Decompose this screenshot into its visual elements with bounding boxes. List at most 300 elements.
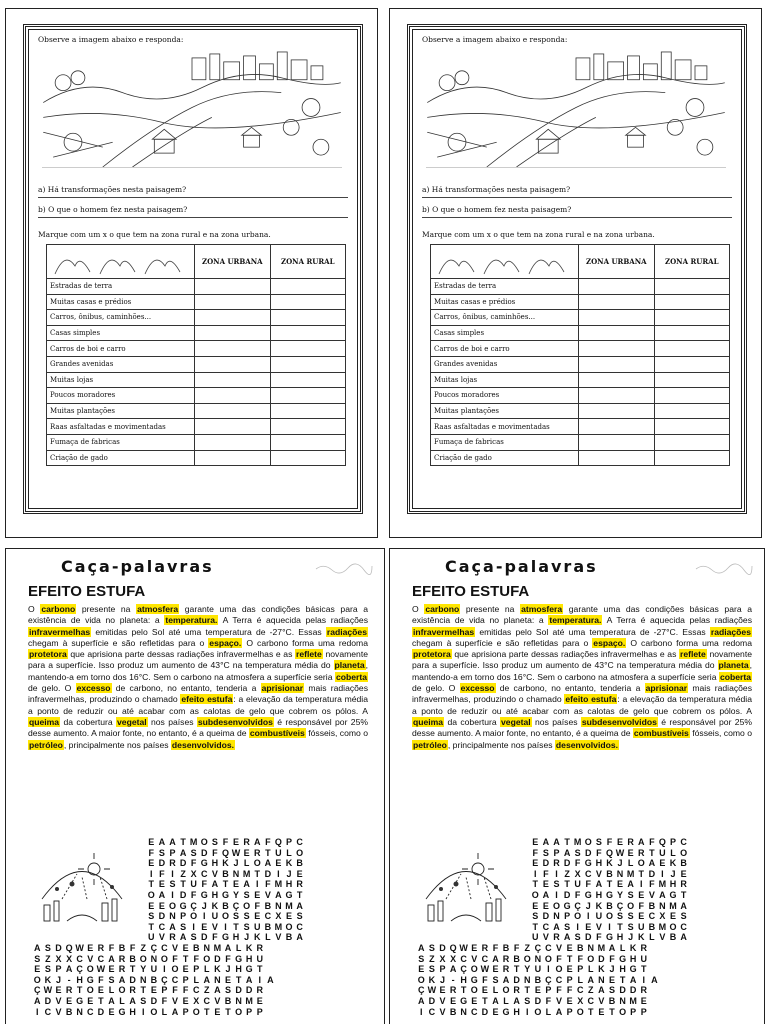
grid-letter[interactable]: L	[235, 943, 242, 953]
rural-checkbox-cell[interactable]	[654, 434, 729, 450]
grid-letter[interactable]: F	[609, 953, 615, 964]
grid-letter[interactable]: C	[296, 837, 303, 847]
grid-letter[interactable]: F	[545, 995, 552, 1006]
grid-letter[interactable]: V	[598, 995, 605, 1006]
grid-letter[interactable]: O	[139, 953, 147, 964]
grid-letter[interactable]: T	[460, 985, 467, 996]
grid-letter[interactable]: D	[201, 932, 208, 943]
grid-letter[interactable]: C	[587, 995, 595, 1006]
grid-letter[interactable]: E	[670, 911, 677, 922]
grid-letter[interactable]: A	[34, 943, 41, 953]
grid-letter[interactable]: E	[532, 837, 539, 847]
grid-letter[interactable]: L	[577, 974, 583, 985]
grid-letter[interactable]: J	[201, 900, 207, 911]
grid-letter[interactable]: T	[566, 953, 573, 964]
grid-letter[interactable]: A	[542, 837, 550, 847]
grid-letter[interactable]: U	[595, 911, 603, 922]
grid-letter[interactable]: F	[212, 932, 218, 943]
grid-letter[interactable]: H	[245, 953, 253, 964]
grid-letter[interactable]: E	[640, 995, 647, 1006]
grid-letter[interactable]: A	[680, 932, 687, 943]
grid-letter[interactable]: D	[629, 985, 637, 996]
grid-letter[interactable]: T	[532, 879, 539, 890]
grid-letter[interactable]: G	[584, 889, 592, 900]
grid-letter[interactable]: L	[670, 847, 676, 858]
grid-letter[interactable]: T	[98, 995, 104, 1006]
grid-letter[interactable]: R	[502, 953, 510, 964]
grid-letter[interactable]: C	[576, 985, 584, 996]
grid-letter[interactable]: O	[190, 911, 198, 922]
grid-letter[interactable]: A	[158, 837, 166, 847]
grid-letter[interactable]: E	[256, 995, 263, 1006]
grid-letter[interactable]: T	[180, 879, 186, 890]
grid-letter[interactable]: I	[576, 921, 579, 932]
grid-letter[interactable]: A	[224, 943, 232, 953]
grid-letter[interactable]: T	[619, 974, 626, 985]
grid-letter[interactable]: F	[606, 837, 613, 847]
grid-letter[interactable]: B	[224, 995, 232, 1006]
grid-letter[interactable]: E	[532, 858, 539, 869]
grid-letter[interactable]: I	[534, 868, 537, 879]
grid-letter[interactable]: O	[168, 900, 176, 911]
grid-letter[interactable]: D	[542, 911, 550, 922]
grid-letter[interactable]: B	[669, 932, 677, 943]
grid-letter[interactable]: C	[428, 1006, 436, 1017]
grid-letter[interactable]: T	[180, 837, 186, 847]
grid-letter[interactable]: E	[296, 868, 303, 879]
grid-letter[interactable]: N	[139, 974, 147, 985]
grid-letter[interactable]: S	[44, 943, 51, 953]
grid-letter[interactable]: D	[129, 974, 136, 985]
grid-letter[interactable]: F	[222, 837, 229, 847]
grid-letter[interactable]: Z	[45, 953, 51, 964]
grid-letter[interactable]: K	[285, 858, 293, 869]
urbana-checkbox-cell[interactable]	[578, 341, 654, 357]
grid-letter[interactable]: I	[192, 921, 195, 932]
grid-letter[interactable]: E	[97, 985, 104, 996]
grid-letter[interactable]: A	[179, 847, 187, 858]
grid-letter[interactable]: E	[87, 995, 94, 1006]
grid-letter[interactable]: E	[254, 889, 261, 900]
grid-letter[interactable]: A	[296, 900, 303, 911]
grid-letter[interactable]: O	[555, 964, 563, 975]
grid-letter[interactable]: S	[296, 911, 303, 922]
grid-letter[interactable]: Z	[524, 943, 530, 953]
grid-letter[interactable]: E	[638, 889, 645, 900]
grid-letter[interactable]: G	[221, 932, 229, 943]
grid-letter[interactable]: F	[201, 879, 208, 890]
grid-letter[interactable]: C	[161, 943, 168, 953]
grid-letter[interactable]: T	[649, 847, 655, 858]
grid-letter[interactable]: Q	[605, 847, 613, 858]
grid-letter[interactable]: F	[182, 985, 189, 996]
grid-letter[interactable]: F	[108, 943, 115, 953]
grid-letter[interactable]: S	[553, 879, 560, 890]
grid-letter[interactable]: Z	[588, 985, 594, 996]
grid-letter[interactable]: R	[502, 964, 510, 975]
grid-letter[interactable]: S	[148, 911, 155, 922]
grid-letter[interactable]: N	[150, 953, 158, 964]
grid-letter[interactable]: V	[471, 953, 478, 964]
grid-letter[interactable]: E	[598, 1006, 605, 1017]
grid-letter[interactable]: T	[524, 985, 530, 996]
grid-letter[interactable]: B	[680, 858, 687, 869]
grid-letter[interactable]: A	[502, 974, 510, 985]
grid-letter[interactable]: N	[553, 911, 560, 922]
grid-letter[interactable]: L	[161, 1006, 168, 1017]
grid-letter[interactable]: P	[670, 837, 677, 847]
grid-letter[interactable]: Y	[140, 964, 147, 975]
grid-letter[interactable]: T	[641, 964, 647, 975]
grid-letter[interactable]: F	[492, 943, 499, 953]
grid-letter[interactable]: U	[253, 921, 261, 932]
grid-letter[interactable]: M	[213, 943, 222, 953]
grid-letter[interactable]: S	[524, 995, 531, 1006]
grid-letter[interactable]: A	[542, 889, 550, 900]
grid-letter[interactable]: I	[525, 1006, 529, 1017]
urbana-checkbox-cell[interactable]	[194, 403, 270, 419]
grid-letter[interactable]: Ç	[574, 900, 581, 911]
grid-letter[interactable]: A	[627, 879, 634, 890]
grid-letter[interactable]: O	[637, 858, 645, 869]
rural-checkbox-cell[interactable]	[654, 325, 729, 341]
grid-letter[interactable]: J	[225, 964, 231, 975]
grid-letter[interactable]: S	[190, 932, 197, 943]
grid-letter[interactable]: D	[179, 858, 187, 869]
grid-letter[interactable]: F	[254, 900, 260, 911]
grid-letter[interactable]: B	[513, 953, 520, 964]
grid-letter[interactable]: D	[598, 953, 605, 964]
grid-letter[interactable]: O	[544, 953, 552, 964]
grid-letter[interactable]: F	[212, 847, 218, 858]
grid-letter[interactable]: R	[118, 953, 126, 964]
grid-letter[interactable]: K	[222, 858, 229, 869]
urbana-checkbox-cell[interactable]	[578, 294, 654, 310]
grid-letter[interactable]: D	[201, 847, 208, 858]
grid-letter[interactable]: P	[577, 964, 584, 975]
grid-letter[interactable]: C	[296, 921, 303, 932]
grid-letter[interactable]: E	[534, 985, 541, 996]
grid-letter[interactable]: H	[616, 932, 624, 943]
grid-letter[interactable]: B	[576, 943, 584, 953]
grid-letter[interactable]: V	[158, 932, 165, 943]
grid-letter[interactable]: J	[55, 974, 61, 985]
grid-letter[interactable]: A	[264, 858, 272, 869]
grid-letter[interactable]: O	[417, 974, 425, 985]
grid-letter[interactable]: U	[190, 879, 197, 890]
grid-letter[interactable]: P	[286, 837, 293, 847]
grid-letter[interactable]: T	[140, 985, 146, 996]
grid-letter[interactable]: K	[598, 964, 605, 975]
grid-letter[interactable]: E	[182, 964, 189, 975]
grid-letter[interactable]: D	[439, 943, 446, 953]
grid-letter[interactable]: G	[470, 974, 478, 985]
grid-letter[interactable]: M	[274, 879, 283, 890]
grid-letter[interactable]: C	[203, 995, 211, 1006]
grid-letter[interactable]: A	[555, 1006, 563, 1017]
grid-letter[interactable]: B	[264, 921, 272, 932]
grid-letter[interactable]: D	[542, 858, 550, 869]
grid-letter[interactable]: I	[555, 868, 558, 879]
grid-letter[interactable]: S	[564, 921, 571, 932]
grid-letter[interactable]: E	[439, 985, 446, 996]
grid-letter[interactable]: A	[563, 847, 571, 858]
grid-letter[interactable]: S	[574, 847, 581, 858]
urbana-checkbox-cell[interactable]	[194, 294, 270, 310]
grid-letter[interactable]: E	[182, 943, 189, 953]
grid-letter[interactable]: E	[108, 964, 115, 975]
grid-letter[interactable]: T	[265, 847, 271, 858]
grid-letter[interactable]: V	[595, 868, 602, 879]
grid-letter[interactable]: D	[648, 868, 656, 879]
grid-letter[interactable]: C	[44, 1006, 52, 1017]
rural-checkbox-cell[interactable]	[270, 434, 345, 450]
grid-letter[interactable]: B	[296, 858, 303, 869]
grid-letter[interactable]: K	[428, 974, 436, 985]
grid-letter[interactable]: N	[619, 995, 626, 1006]
grid-letter[interactable]: E	[158, 879, 165, 890]
grid-letter[interactable]: E	[617, 879, 624, 890]
grid-letter[interactable]: D	[150, 995, 158, 1006]
grid-letter[interactable]: S	[224, 985, 231, 996]
grid-letter[interactable]: D	[513, 974, 520, 985]
grid-letter[interactable]: C	[585, 868, 592, 879]
grid-letter[interactable]: S	[680, 911, 687, 922]
grid-letter[interactable]: S	[233, 911, 240, 922]
grid-letter[interactable]: T	[182, 953, 189, 964]
grid-letter[interactable]: F	[225, 953, 231, 964]
grid-letter[interactable]: O	[118, 985, 126, 996]
grid-letter[interactable]: C	[87, 1006, 94, 1017]
urbana-checkbox-cell[interactable]	[194, 434, 270, 450]
grid-letter[interactable]: V	[556, 943, 563, 953]
grid-letter[interactable]: E	[148, 837, 155, 847]
grid-letter[interactable]: B	[150, 974, 158, 985]
grid-letter[interactable]: N	[203, 943, 211, 953]
grid-letter[interactable]: F	[585, 879, 592, 890]
grid-letter[interactable]: F	[159, 868, 165, 879]
grid-letter[interactable]: R	[169, 858, 176, 869]
urbana-checkbox-cell[interactable]	[194, 310, 270, 326]
grid-letter[interactable]: K	[245, 943, 253, 953]
grid-letter[interactable]: P	[169, 847, 176, 858]
grid-letter[interactable]: E	[224, 974, 231, 985]
grid-letter[interactable]: O	[147, 889, 155, 900]
grid-letter[interactable]: B	[65, 1006, 73, 1017]
grid-letter[interactable]: T	[564, 879, 570, 890]
grid-letter[interactable]: I	[642, 974, 646, 985]
grid-letter[interactable]: N	[587, 943, 595, 953]
rural-checkbox-cell[interactable]	[654, 279, 729, 295]
grid-letter[interactable]: A	[214, 985, 221, 996]
grid-letter[interactable]: E	[532, 900, 539, 911]
grid-letter[interactable]: T	[225, 1006, 231, 1017]
grid-letter[interactable]: F	[556, 953, 562, 964]
grid-letter[interactable]: O	[200, 837, 208, 847]
grid-letter[interactable]: F	[577, 953, 583, 964]
grid-letter[interactable]: S	[180, 921, 187, 932]
grid-letter[interactable]: R	[243, 837, 250, 847]
grid-letter[interactable]: W	[43, 985, 53, 996]
grid-letter[interactable]: O	[86, 985, 94, 996]
grid-letter[interactable]: L	[588, 964, 594, 975]
grid-letter[interactable]: O	[33, 974, 41, 985]
grid-letter[interactable]: H	[232, 932, 240, 943]
grid-letter[interactable]: L	[243, 858, 250, 869]
urbana-checkbox-cell[interactable]	[194, 372, 270, 388]
grid-letter[interactable]: E	[158, 900, 165, 911]
rural-checkbox-cell[interactable]	[270, 356, 345, 372]
grid-letter[interactable]: A	[637, 837, 645, 847]
grid-letter[interactable]: A	[595, 879, 603, 890]
grid-letter[interactable]: O	[203, 953, 211, 964]
grid-letter[interactable]: M	[597, 943, 606, 953]
grid-letter[interactable]: F	[265, 879, 271, 890]
grid-letter[interactable]: C	[460, 953, 467, 964]
grid-letter[interactable]: G	[86, 974, 94, 985]
grid-letter[interactable]: W	[96, 964, 106, 975]
grid-letter[interactable]: F	[596, 847, 602, 858]
grid-letter[interactable]: J	[439, 974, 445, 985]
grid-letter[interactable]: O	[531, 889, 539, 900]
grid-letter[interactable]: O	[627, 900, 635, 911]
grid-letter[interactable]: E	[617, 837, 624, 847]
grid-letter[interactable]: A	[108, 953, 115, 964]
grid-letter[interactable]: K	[637, 932, 645, 943]
grid-letter[interactable]: F	[98, 974, 104, 985]
grid-letter[interactable]: S	[595, 837, 602, 847]
grid-letter[interactable]: V	[214, 995, 221, 1006]
grid-letter[interactable]: O	[605, 911, 613, 922]
grid-letter[interactable]: D	[158, 858, 166, 869]
grid-letter[interactable]: R	[169, 932, 176, 943]
grid-letter[interactable]: E	[659, 858, 666, 869]
grid-letter[interactable]: H	[285, 879, 293, 890]
grid-letter[interactable]: P	[439, 964, 446, 975]
grid-letter[interactable]: T	[76, 985, 83, 996]
grid-letter[interactable]: Ç	[616, 900, 624, 911]
grid-letter[interactable]: F	[190, 889, 197, 900]
grid-letter[interactable]: N	[659, 900, 666, 911]
grid-letter[interactable]: D	[264, 868, 272, 879]
grid-letter[interactable]: B	[608, 995, 616, 1006]
grid-letter[interactable]: F	[190, 858, 197, 869]
grid-letter[interactable]: G	[118, 1006, 126, 1017]
grid-letter[interactable]: D	[585, 932, 592, 943]
grid-letter[interactable]: A	[243, 879, 250, 890]
grid-letter[interactable]: F	[566, 985, 573, 996]
grid-letter[interactable]: O	[680, 847, 688, 858]
grid-letter[interactable]: S	[211, 837, 218, 847]
grid-letter[interactable]: A	[118, 974, 126, 985]
grid-letter[interactable]: K	[629, 943, 637, 953]
grid-letter[interactable]: M	[658, 921, 667, 932]
grid-letter[interactable]: H	[629, 953, 637, 964]
grid-letter[interactable]: E	[243, 847, 250, 858]
grid-letter[interactable]: V	[595, 921, 602, 932]
grid-letter[interactable]: V	[211, 868, 218, 879]
grid-letter[interactable]: H	[460, 974, 467, 985]
urbana-checkbox-cell[interactable]	[194, 419, 270, 435]
grid-letter[interactable]: A	[418, 995, 425, 1006]
grid-letter[interactable]: A	[629, 974, 637, 985]
grid-letter[interactable]: D	[481, 1006, 489, 1017]
grid-letter[interactable]: A	[169, 837, 176, 847]
grid-letter[interactable]: L	[265, 932, 271, 943]
grid-letter[interactable]: E	[566, 995, 573, 1006]
grid-letter[interactable]: I	[608, 921, 611, 932]
grid-letter[interactable]: S	[34, 953, 41, 964]
grid-letter[interactable]: N	[616, 868, 624, 879]
urbana-checkbox-cell[interactable]	[578, 325, 654, 341]
grid-letter[interactable]: A	[158, 889, 166, 900]
grid-letter[interactable]: H	[595, 858, 603, 869]
grid-letter[interactable]: I	[171, 889, 174, 900]
grid-letter[interactable]: O	[253, 858, 261, 869]
grid-letter[interactable]: T	[296, 889, 303, 900]
rural-checkbox-cell[interactable]	[654, 356, 729, 372]
grid-letter[interactable]: B	[118, 943, 126, 953]
grid-letter[interactable]: R	[627, 837, 634, 847]
grid-letter[interactable]: C	[201, 868, 208, 879]
grid-letter[interactable]: U	[532, 932, 539, 943]
grid-letter[interactable]: E	[471, 943, 478, 953]
grid-letter[interactable]: M	[274, 921, 283, 932]
grid-letter[interactable]: D	[158, 911, 166, 922]
grid-letter[interactable]: B	[449, 1006, 457, 1017]
grid-letter[interactable]: O	[150, 1006, 158, 1017]
grid-letter[interactable]: Ç	[460, 964, 467, 975]
grid-letter[interactable]: Z	[180, 868, 186, 879]
grid-letter[interactable]: F	[596, 932, 602, 943]
grid-letter[interactable]: R	[256, 985, 264, 996]
urbana-checkbox-cell[interactable]	[578, 450, 654, 466]
grid-letter[interactable]: A	[563, 932, 571, 943]
grid-letter[interactable]: T	[254, 868, 260, 879]
grid-letter[interactable]: A	[267, 974, 274, 985]
grid-letter[interactable]: L	[619, 943, 626, 953]
grid-letter[interactable]: A	[587, 974, 595, 985]
grid-letter[interactable]: I	[171, 868, 174, 879]
grid-letter[interactable]: O	[576, 1006, 584, 1017]
grid-letter[interactable]: S	[243, 921, 250, 932]
grid-letter[interactable]: H	[595, 889, 603, 900]
grid-letter[interactable]: F	[574, 858, 581, 869]
grid-letter[interactable]: I	[224, 921, 227, 932]
grid-letter[interactable]: N	[235, 995, 242, 1006]
grid-letter[interactable]: A	[449, 964, 457, 975]
grid-letter[interactable]: S	[627, 911, 634, 922]
grid-letter[interactable]: V	[172, 943, 179, 953]
grid-letter[interactable]: V	[211, 921, 218, 932]
grid-letter[interactable]: E	[150, 985, 157, 996]
grid-letter[interactable]: D	[55, 943, 62, 953]
grid-letter[interactable]: U	[574, 879, 581, 890]
grid-letter[interactable]: D	[97, 1006, 105, 1017]
urbana-checkbox-cell[interactable]	[194, 356, 270, 372]
grid-letter[interactable]: N	[76, 1006, 83, 1017]
grid-letter[interactable]: O	[502, 985, 510, 996]
grid-letter[interactable]: J	[585, 900, 591, 911]
grid-letter[interactable]: S	[627, 921, 634, 932]
grid-letter[interactable]: A	[492, 995, 499, 1006]
rural-checkbox-cell[interactable]	[270, 450, 345, 466]
grid-letter[interactable]: Q	[658, 837, 666, 847]
grid-letter[interactable]: E	[608, 974, 615, 985]
grid-letter[interactable]: T	[222, 879, 229, 890]
grid-letter[interactable]: P	[180, 911, 187, 922]
grid-letter[interactable]: O	[192, 1006, 200, 1017]
